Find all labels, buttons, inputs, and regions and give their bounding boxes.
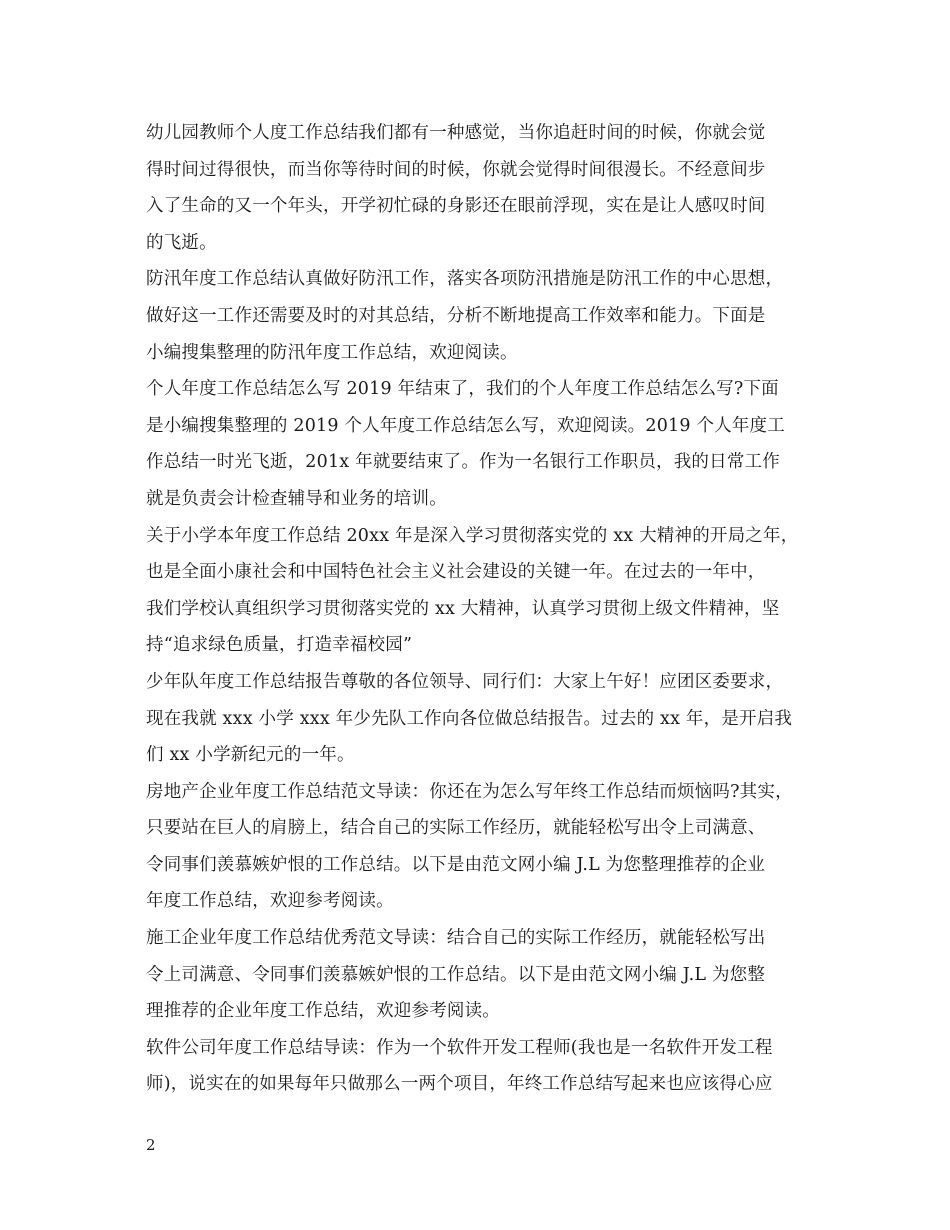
text-line: 做好这一工作还需要及时的对其总结，分析不断地提高工作效率和能力。下面是: [146, 305, 766, 326]
text-line: 只要站在巨人的肩膀上，结合自己的实际工作经历，就能轻松写出令上司满意、: [146, 818, 766, 839]
document-body: [146, 115, 826, 1103]
text-line: 幼儿园教师个人度工作总结我们都有一种感觉，当你追赶时间的时候，你就会觉: [146, 123, 766, 143]
text-line: 防汛年度工作总结认真做好防汛工作，落实各项防汛措施是防汛工作的中心思想，: [146, 269, 784, 290]
text-line: 关于小学本年度工作总结 20xx 年是深入学习贯彻落实党的 xx 大精神的开局之年，: [146, 525, 799, 546]
text-line: 就是负责会计检查辅导和业务的培训。: [146, 488, 447, 509]
text-line: 是小编搜集整理的 2019 个人年度工作总结怎么写，欢迎阅读。2019 个人年度工: [146, 415, 785, 436]
text-line: 入了生命的又一个年头，开学初忙碌的身影还在眼前浮现，实在是让人感叹时间: [146, 196, 766, 217]
text-line: 师)，说实在的如果每年只做那么一两个项目，年终工作总结写起来也应该得心应: [146, 1074, 773, 1095]
text-line: 小编搜集整理的防汛年度工作总结，欢迎阅读。: [146, 342, 518, 363]
text-line: 得时间过得很快，而当你等待时间的时候，你就会觉得时间很漫长。不经意间步: [146, 159, 766, 180]
page-number: 2: [146, 1136, 156, 1154]
text-line: 少年队年度工作总结报告尊敬的各位领导、同行们：大家上午好！应团区委要求，: [146, 671, 784, 692]
text-line: 持“追求绿色质量，打造幸福校园”: [146, 635, 413, 656]
text-line: 施工企业年度工作总结优秀范文导读：结合自己的实际工作经历，就能轻松写出: [146, 928, 766, 949]
text-line: 软件公司年度工作总结导读：作为一个软件开发工程师(我也是一名软件开发工程: [146, 1037, 773, 1058]
text-line: 令同事们羡慕嫉妒恨的工作总结。以下是由范文网小编 J.L 为您整理推荐的企业: [146, 854, 766, 875]
text-line: 我们学校认真组织学习贯彻落实党的 xx 大精神，认真学习贯彻上级文件精神，坚: [146, 598, 780, 619]
text-line: 个人年度工作总结怎么写 2019 年结束了，我们的个人年度工作总结怎么写?下面: [146, 379, 779, 400]
text-line: 的飞逝。: [146, 232, 217, 253]
text-line: 也是全面小康社会和中国特色社会主义社会建设的关键一年。在过去的一年中，: [146, 562, 766, 583]
text-line: 现在我就 xxx 小学 xxx 年少先队工作向各位做总结报告。过去的 xx 年，是开启我: [146, 708, 793, 729]
text-line: 年度工作总结，欢迎参考阅读。: [146, 891, 394, 912]
text-line: 们 xx 小学新纪元的一年。: [146, 745, 355, 766]
text-line: 作总结一时光飞逝，201x 年就要结束了。作为一名银行工作职员，我的日常工作: [146, 452, 780, 473]
text-line: 理推荐的企业年度工作总结，欢迎参考阅读。: [146, 1001, 500, 1022]
text-line: 令上司满意、令同事们羡慕嫉妒恨的工作总结。以下是由范文网小编 J.L 为您整: [146, 964, 766, 985]
text-line: 房地产企业年度工作总结范文导读：你还在为怎么写年终工作总结而烦恼吗?其实，: [146, 781, 793, 802]
